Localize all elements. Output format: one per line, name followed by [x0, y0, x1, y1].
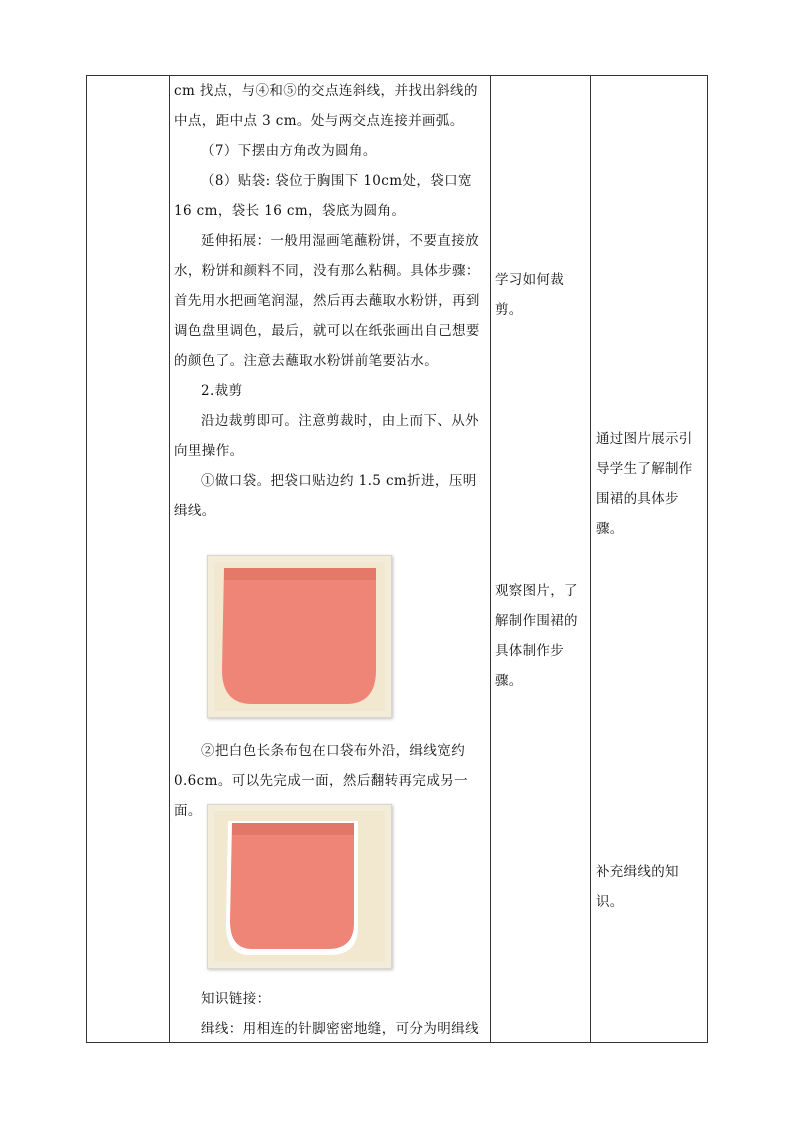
paragraph: （7）下摆由方角改为圆角。 [201, 143, 377, 159]
teaching-content-cell-3 [174, 984, 485, 1044]
paragraph: cm 找点，与④和⑤的交点连斜线，并找出斜线的中点，距中点 3 cm。处与两交点连接并画弧。 [174, 83, 478, 129]
bound-pocket-photo [207, 804, 392, 969]
paragraph: ②把白色长条布包在口袋布外沿，缉线宽约 0.6cm。可以先完成一面，然后翻转再完成另一面。 [174, 743, 469, 819]
pocket-photo [207, 555, 392, 718]
pocket-photo-icon [208, 556, 391, 717]
paragraph: 缉线：用相连的针脚密密地缝，可分为明缉线 [201, 1021, 479, 1037]
column-divider [490, 76, 491, 1042]
teacher-note: 补充缉线的知识。 [596, 864, 679, 910]
bound-pocket-photo-icon [208, 805, 391, 968]
paragraph: 沿边裁剪即可。注意剪裁时，由上而下、从外向里操作。 [174, 413, 479, 459]
teacher-note: 通过图片展示引导学生了解制作围裙的具体步骤。 [596, 431, 693, 537]
teaching-content-cell [174, 76, 485, 526]
column-divider [590, 76, 591, 1042]
student-note: 学习如何裁剪。 [495, 272, 564, 318]
paragraph: 知识链接： [201, 991, 271, 1007]
lesson-table [86, 75, 708, 1043]
paragraph: （8）贴袋: 袋位于胸围下 10cm处，袋口宽 16 cm，袋长 16 cm，袋底为圆角。 [174, 173, 472, 219]
paragraph: ①做口袋。把袋口贴边约 1.5 cm折进，压明缉线。 [174, 473, 477, 519]
student-note: 观察图片，了解制作围裙的具体制作步骤。 [495, 583, 578, 689]
column-divider [169, 76, 170, 1042]
section-heading: 2.裁剪 [201, 383, 243, 399]
paragraph: 延伸拓展：一般用湿画笔蘸粉饼，不要直接放水，粉饼和颜料不同，没有那么粘稠。具体步骤：首先用水把画笔润湿，然后再去蘸取水粉饼，再到调色盘里调色，最后，就可以在纸张画出自己想要的颜色了。注意去蘸取水粉饼前笔要沾水。 [174, 233, 480, 369]
